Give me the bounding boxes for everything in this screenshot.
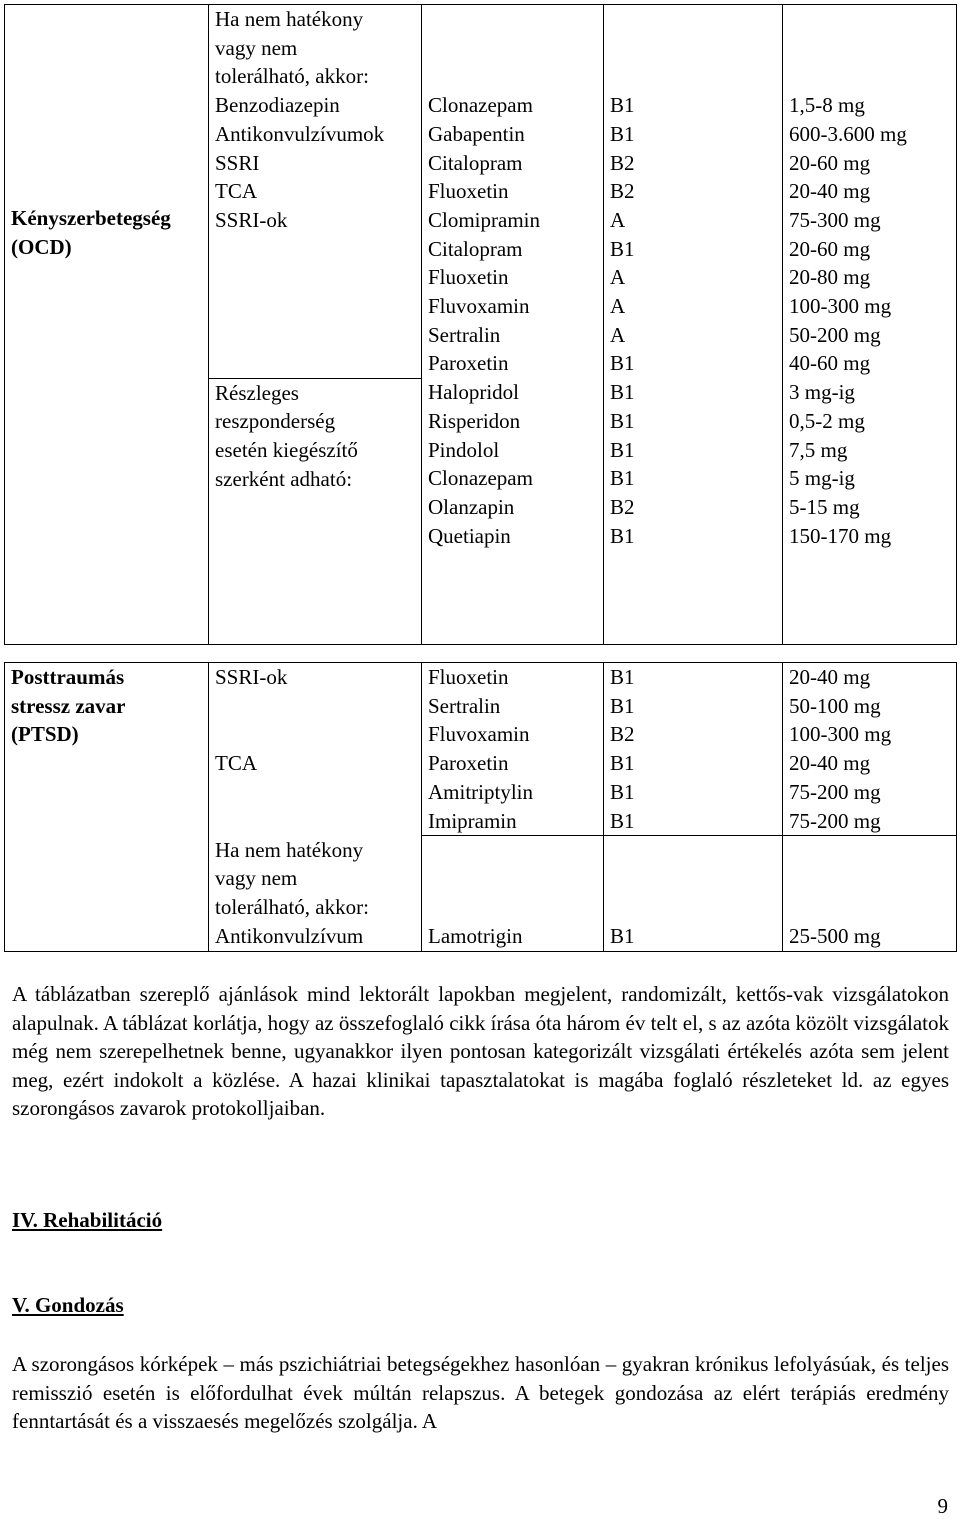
ptsd-fallback-drug-cell xyxy=(422,836,604,952)
dose-line: 100-300 mg xyxy=(789,294,892,319)
dose-line: 20-40 mg xyxy=(789,665,871,689)
dose-line: 5 mg-ig xyxy=(789,466,855,491)
drug-line: Imipramin xyxy=(428,808,517,833)
evidence-line xyxy=(610,5,776,34)
evidence-line: B1 xyxy=(610,408,635,433)
drug-line xyxy=(428,5,597,34)
ocd-row-main xyxy=(5,5,957,379)
evidence-line xyxy=(610,62,776,91)
drug-line: Clonazepam xyxy=(428,93,533,118)
class-line xyxy=(215,720,415,749)
class-line: Benzodiazepin xyxy=(215,93,340,118)
drug-line: Paroxetin xyxy=(428,751,509,776)
heading-rehabilitation: IV. Rehabilitáció xyxy=(12,1208,163,1232)
evidence-line: B1 xyxy=(610,924,635,949)
class-line: Ha nem hatékony xyxy=(215,7,364,31)
drug-line: Pindolol xyxy=(428,437,500,462)
dose-line xyxy=(789,5,950,34)
dose-line xyxy=(789,62,950,91)
ptsd-fallback-evidence-cell xyxy=(604,836,783,952)
ocd-dose-cell xyxy=(783,5,957,379)
class-line: Antikonvulzívumok xyxy=(215,121,385,146)
evidence-line: B1 xyxy=(610,121,635,146)
dose-line: 75-200 mg xyxy=(789,779,881,804)
drug-line: Fluoxetin xyxy=(428,265,509,290)
ocd-condition-line: (OCD) xyxy=(11,235,72,260)
dose-line: 600-3.600 mg xyxy=(789,121,907,146)
class-line: reszponderség xyxy=(215,409,336,434)
evidence-line: B1 xyxy=(610,779,635,804)
drug-line: Quetiapin xyxy=(428,523,511,548)
class-line xyxy=(215,692,415,721)
drug-line xyxy=(428,62,597,91)
class-line: vagy nem xyxy=(215,35,298,60)
ptsd-condition-line: (PTSD) xyxy=(11,722,79,747)
drug-line: Sertralin xyxy=(428,693,501,718)
dose-line: 20-40 mg xyxy=(789,179,871,204)
ocd-table xyxy=(4,4,957,645)
ocd-adjunct-evidence-cell xyxy=(604,378,783,644)
dose-line: 20-80 mg xyxy=(789,265,871,290)
evidence-line: B1 xyxy=(610,751,635,776)
dose-line: 20-60 mg xyxy=(789,150,871,175)
dose-line: 20-60 mg xyxy=(789,236,871,261)
drug-line: Fluvoxamin xyxy=(428,294,530,319)
drug-line: Lamotrigin xyxy=(428,924,523,949)
evidence-line: B2 xyxy=(610,722,635,747)
class-line: Részleges xyxy=(215,380,299,405)
ocd-adjunct-dose-cell xyxy=(783,378,957,644)
class-line: Antikonvulzívum xyxy=(215,923,364,948)
ptsd-table xyxy=(4,662,957,952)
ocd-drug-cell xyxy=(422,5,604,379)
class-line: tolerálható, akkor: xyxy=(215,895,369,920)
drug-line: Citalopram xyxy=(428,150,523,175)
ptsd-class-cell xyxy=(209,663,422,836)
page-number: 9 xyxy=(937,1494,948,1518)
drug-line: Clomipramin xyxy=(428,207,540,232)
class-line: esetén kiegészítő xyxy=(215,438,358,463)
drug-line: Fluoxetin xyxy=(428,179,509,204)
evidence-line: B2 xyxy=(610,494,635,519)
paragraph-care: A szorongásos kórképek – más pszichiátriai betegségekhez hasonlóan – gyakran krónikus lefolyásúak, és teljes remisszió esetén is előfordulhat évek múltán relapszus. A betegek gondozása az elért terápiás eredmény fenntartását és a visszaesés megelőzés szolgálja. A xyxy=(12,1352,949,1434)
drug-line: Risperidon xyxy=(428,408,521,433)
dose-line: 75-300 mg xyxy=(789,207,881,232)
drug-line: Olanzapin xyxy=(428,494,515,519)
ptsd-fallback-dose-cell xyxy=(783,836,957,952)
drug-line: Fluvoxamin xyxy=(428,722,530,747)
ocd-class-cell xyxy=(209,5,422,379)
ocd-adjunct-class-cell xyxy=(209,378,422,644)
evidence-line: B1 xyxy=(610,693,635,718)
class-line: tolerálható, akkor: xyxy=(215,64,369,89)
evidence-line: A xyxy=(610,294,626,319)
dose-line: 75-200 mg xyxy=(789,808,881,833)
drug-line: Gabapentin xyxy=(428,121,525,146)
ocd-condition-line: Kényszerbetegség xyxy=(11,206,171,231)
ptsd-condition-line: Posttraumás xyxy=(11,665,125,689)
dose-line: 25-500 mg xyxy=(789,924,881,949)
paragraph-table-note: A táblázatban szereplő ajánlások mind lektorált lapokban megjelent, randomizált, kettős-vak vizsgálatokon alapulnak. A táblázat korlátja, hogy az összefoglaló cikk írása óta három év telt el, s az azóta közölt vizsgálatok még nem szerepelhetnek benne, ugyanakkor ilyen pontosan kategorizált vizsgálati értékelés azóta sem jelent meg, ezért indokolt a közlése. A hazai klinikai tapasztalatokat is magába foglaló részleteket ld. az egyes szorongásos zavarok protokolljaiban. xyxy=(12,982,949,1121)
heading-care: V. Gondozás xyxy=(12,1293,124,1317)
ptsd-drug-cell xyxy=(422,663,604,836)
dose-line: 40-60 mg xyxy=(789,351,871,376)
ocd-adjunct-drug-cell xyxy=(422,378,604,644)
drug-line: Fluoxetin xyxy=(428,665,509,689)
ptsd-dose-cell xyxy=(783,663,957,836)
dose-line: 3 mg-ig xyxy=(789,380,855,405)
evidence-line: B1 xyxy=(610,351,635,376)
class-line: vagy nem xyxy=(215,866,298,891)
ptsd-condition-cell xyxy=(5,663,209,952)
drug-line: Citalopram xyxy=(428,236,523,261)
class-line: Ha nem hatékony xyxy=(215,837,364,862)
drug-line: Paroxetin xyxy=(428,351,509,376)
dose-line: 20-40 mg xyxy=(789,751,871,776)
class-line: szerként adható: xyxy=(215,466,353,491)
evidence-line: B1 xyxy=(610,466,635,491)
evidence-line: B1 xyxy=(610,665,635,689)
ptsd-evidence-cell xyxy=(604,663,783,836)
class-line: SSRI-ok xyxy=(215,665,288,689)
dose-line: 5-15 mg xyxy=(789,494,860,519)
evidence-line xyxy=(610,34,776,63)
dose-line: 50-100 mg xyxy=(789,693,881,718)
class-line: SSRI xyxy=(215,150,260,175)
drug-line: Amitriptylin xyxy=(428,779,533,804)
ocd-condition-cell xyxy=(5,5,209,645)
evidence-line: B1 xyxy=(610,808,635,833)
evidence-line: B1 xyxy=(610,236,635,261)
evidence-line: A xyxy=(610,207,626,232)
evidence-line: A xyxy=(610,322,626,347)
evidence-line: A xyxy=(610,265,626,290)
dose-line: 1,5-8 mg xyxy=(789,93,865,118)
evidence-line: B2 xyxy=(610,150,635,175)
evidence-line: B1 xyxy=(610,93,635,118)
dose-line: 50-200 mg xyxy=(789,322,881,347)
class-line xyxy=(215,778,415,807)
drug-line: Sertralin xyxy=(428,322,501,347)
dose-line: 7,5 mg xyxy=(789,437,848,462)
dose-line: 100-300 mg xyxy=(789,722,892,747)
dose-line: 150-170 mg xyxy=(789,523,892,548)
drug-line: Halopridol xyxy=(428,380,519,405)
evidence-line: B1 xyxy=(610,380,635,405)
class-line: SSRI-ok xyxy=(215,207,288,232)
ocd-evidence-cell xyxy=(604,5,783,379)
evidence-line: B1 xyxy=(610,437,635,462)
dose-line: 0,5-2 mg xyxy=(789,408,865,433)
drug-line xyxy=(428,34,597,63)
drug-line: Clonazepam xyxy=(428,466,533,491)
ptsd-row-main xyxy=(5,663,957,836)
evidence-line: B1 xyxy=(610,523,635,548)
class-line: TCA xyxy=(215,179,257,204)
ptsd-fallback-class-cell xyxy=(209,836,422,952)
evidence-line: B2 xyxy=(610,179,635,204)
dose-line xyxy=(789,34,950,63)
ptsd-condition-line: stressz zavar xyxy=(11,693,126,718)
class-line: TCA xyxy=(215,751,257,776)
